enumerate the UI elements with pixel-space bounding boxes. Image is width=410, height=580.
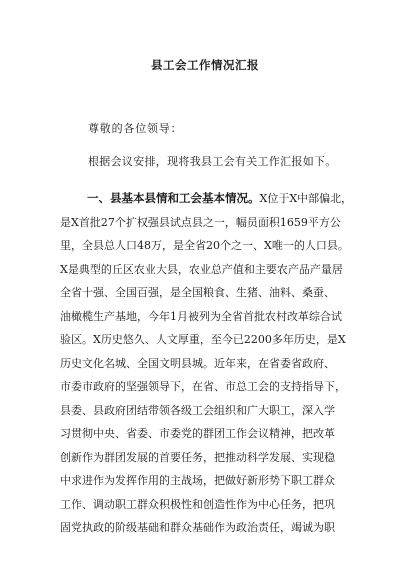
text-line: 验区。X历史悠久、人文厚重，至今已2200多年历史，是X xyxy=(60,333,346,346)
document-title: 县工会工作情况汇报 xyxy=(151,58,259,72)
text-line: 市委市政府的坚强领导下，在省、市总工会的支持指导下， xyxy=(60,380,346,393)
section-1-first-line xyxy=(60,187,360,211)
text-line: X位于X中部偏北， xyxy=(259,192,353,205)
text-line: 里，全县总人口48万，是全省20个之一、X唯一的人口县。 xyxy=(60,239,349,252)
text-line: X是典型的丘区农业大县，农业总产值和主要农产品产量居 xyxy=(60,262,343,276)
text-line: 油橄榄生产基地，今年1月被列为全省首批农村改革综合试 xyxy=(60,309,342,323)
text-line: 中求进作为发挥作用的主战场，把做好新形势下职工群众 xyxy=(60,474,335,487)
text-line: 县委、县政府团结带领各级工会组织和广大职工，深入学 xyxy=(60,403,335,417)
section-1-body xyxy=(60,187,360,540)
text-line: 历史文化名城、全国文明县城。近年来，在省委省政府、 xyxy=(60,356,335,370)
section-1-heading: 一、县基本县情和工会基本情况。 xyxy=(87,191,260,205)
text-line: 习贯彻中央、省委、市委党的群团工作会议精神，把改革 xyxy=(60,427,335,440)
text-line: 是X首批27个扩权强县试点县之一，幅员面积1659平方公 xyxy=(60,215,341,229)
salutation: 尊敬的各位领导： xyxy=(88,122,183,135)
intro-paragraph: 根据会议安排，现将我县工会有关工作汇报如下。 xyxy=(88,155,337,168)
text-line: 工作、调动职工群众积极性和创造性作为中心任务，把巩 xyxy=(60,497,335,511)
text-line: 创新作为群团发展的首要任务，把推动科学发展、实现稳 xyxy=(60,450,335,464)
text-line: 全省十强、全国百强，是全国粮食、生猪、油料、桑蚕、 xyxy=(60,286,335,299)
text-line: 固党执政的阶级基础和群众基础作为政治责任，竭诚为职 xyxy=(60,521,335,534)
